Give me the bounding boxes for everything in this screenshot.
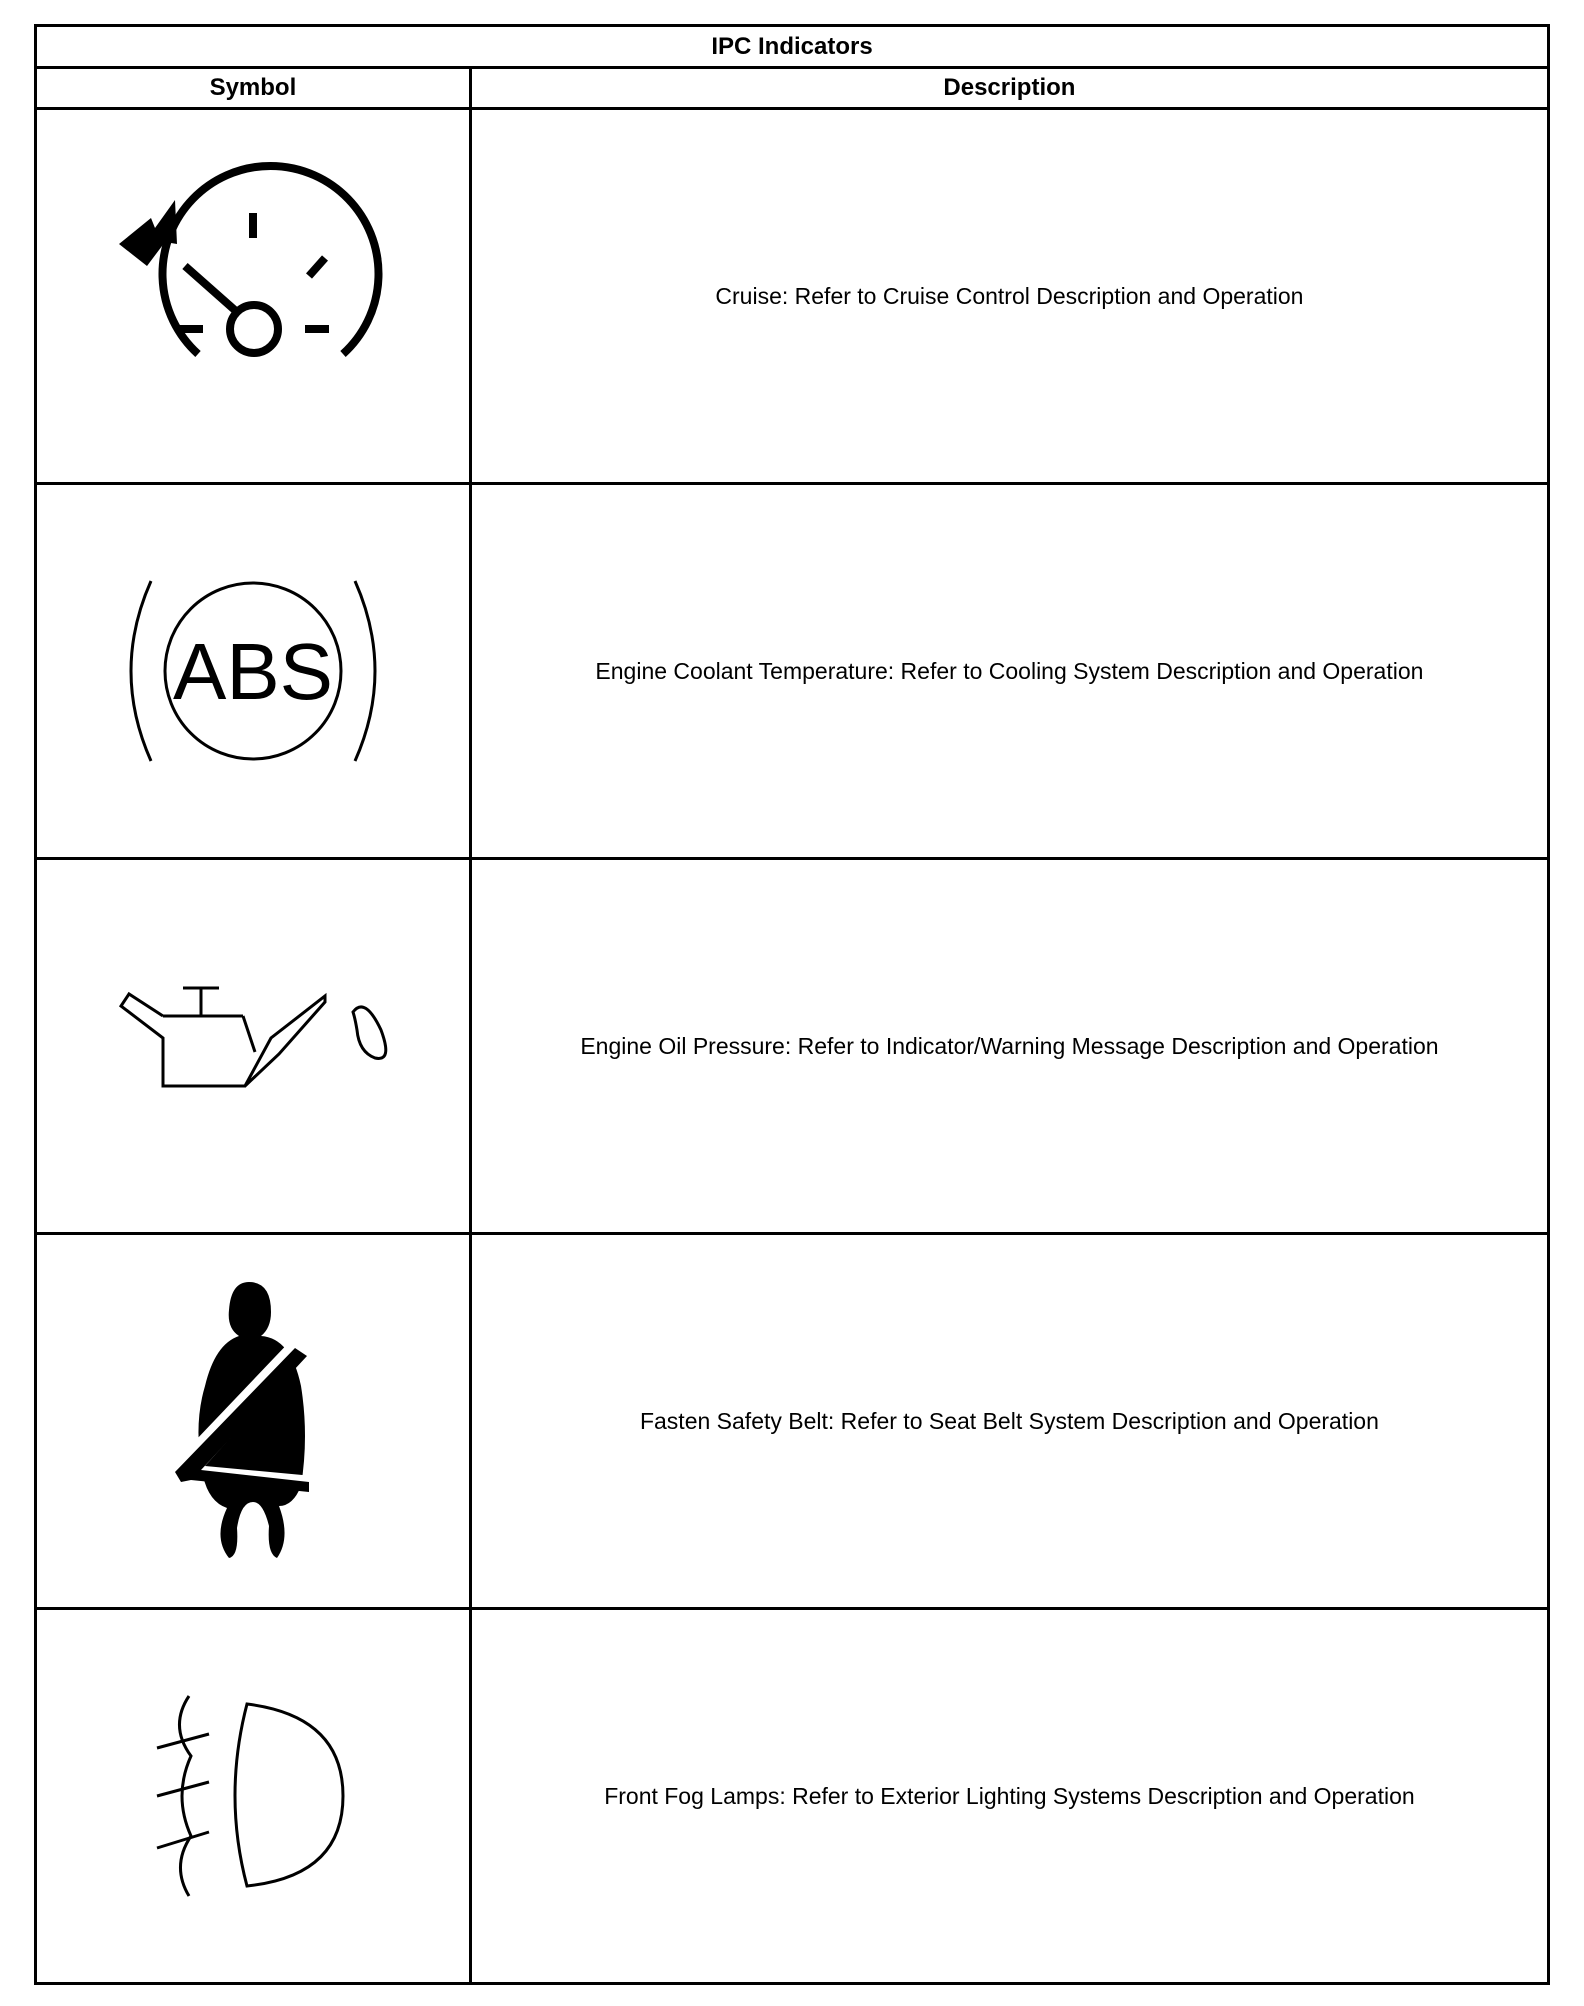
- abs-icon-text: ABS: [172, 627, 333, 716]
- description-cell: Cruise: Refer to Cruise Control Description and Operation: [470, 109, 1548, 484]
- symbol-cell: [36, 1609, 471, 1984]
- description-cell: Fasten Safety Belt: Refer to Seat Belt System Description and Operation: [470, 1234, 1548, 1609]
- table-row: [36, 484, 1549, 859]
- table-title: IPC Indicators: [36, 26, 1549, 68]
- description-cell: Engine Coolant Temperature: Refer to Cooling System Description and Operation: [470, 484, 1548, 859]
- abs-icon: [123, 561, 383, 781]
- table-row: [36, 1234, 1549, 1609]
- table-row: [36, 859, 1549, 1234]
- ipc-indicators-table: [34, 24, 1550, 1985]
- symbol-cell: [36, 1234, 471, 1609]
- description-column-header: Description: [470, 68, 1548, 109]
- table-row: [36, 109, 1549, 484]
- description-cell: Front Fog Lamps: Refer to Exterior Lighting Systems Description and Operation: [470, 1609, 1548, 1984]
- symbol-cell: [36, 859, 471, 1234]
- symbol-cell: [36, 109, 471, 484]
- symbol-cell: [36, 484, 471, 859]
- table-header-row: [36, 68, 1549, 109]
- front-fog-lamp-icon: [143, 1686, 363, 1906]
- symbol-column-header: Symbol: [36, 68, 471, 109]
- cruise-control-icon: [93, 146, 413, 446]
- oil-can-icon: [93, 976, 413, 1116]
- description-cell: Engine Oil Pressure: Refer to Indicator/Warning Message Description and Operation: [470, 859, 1548, 1234]
- seat-belt-icon: [153, 1276, 353, 1566]
- table-title-row: [36, 26, 1549, 68]
- table-row: [36, 1609, 1549, 1984]
